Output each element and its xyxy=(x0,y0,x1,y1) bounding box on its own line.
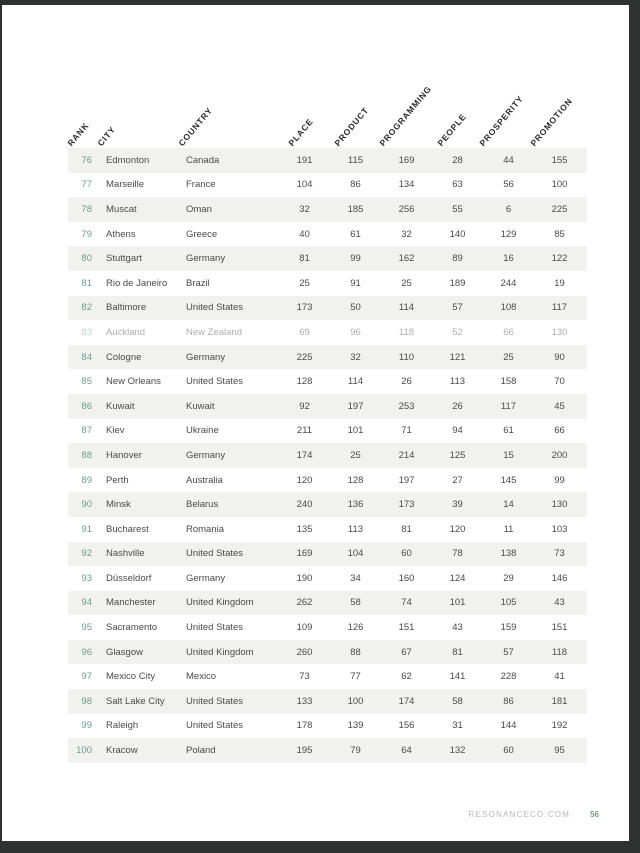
prosperity-cell: 105 xyxy=(500,597,517,609)
rank-cell: 83 xyxy=(81,326,92,338)
product-cell: 101 xyxy=(347,425,364,437)
product-cell: 91 xyxy=(350,277,361,289)
table-row xyxy=(68,640,587,665)
place-cell: 104 xyxy=(296,179,313,191)
country-cell: Poland xyxy=(186,745,216,757)
product-cell: 114 xyxy=(347,376,364,388)
place-cell: 32 xyxy=(299,203,310,215)
rank-cell: 77 xyxy=(81,179,92,191)
table-row xyxy=(68,566,587,591)
table-row xyxy=(68,296,587,321)
column-header-country: COUNTRY xyxy=(176,105,215,148)
table-row xyxy=(68,542,587,567)
prosperity-cell: 11 xyxy=(503,523,514,535)
promotion-cell: 90 xyxy=(554,351,565,363)
product-cell: 77 xyxy=(350,671,361,683)
place-cell: 135 xyxy=(296,523,313,535)
promotion-cell: 117 xyxy=(551,302,568,314)
country-cell: Germany xyxy=(186,572,226,584)
programming-cell: 32 xyxy=(401,228,412,240)
promotion-cell: 41 xyxy=(554,671,565,683)
place-cell: 133 xyxy=(296,695,313,707)
promotion-cell: 192 xyxy=(551,720,568,732)
place-cell: 109 xyxy=(296,622,313,634)
city-cell: Raleigh xyxy=(106,720,139,732)
rank-cell: 84 xyxy=(81,351,92,363)
promotion-cell: 66 xyxy=(554,425,565,437)
prosperity-cell: 86 xyxy=(503,695,514,707)
product-cell: 58 xyxy=(350,597,361,609)
people-cell: 43 xyxy=(452,622,463,634)
country-cell: United States xyxy=(186,376,244,388)
country-cell: Romania xyxy=(186,523,225,535)
place-cell: 69 xyxy=(299,326,310,338)
people-cell: 120 xyxy=(449,523,466,535)
city-cell: Sacramento xyxy=(106,622,158,634)
country-cell: Belarus xyxy=(186,499,219,511)
rank-cell: 90 xyxy=(81,499,92,511)
table-row xyxy=(68,148,587,173)
rank-cell: 93 xyxy=(81,572,92,584)
column-header-programming: PROGRAMMING xyxy=(377,83,434,148)
people-cell: 55 xyxy=(452,203,463,215)
table-row xyxy=(68,591,587,616)
country-cell: United States xyxy=(186,622,244,634)
programming-cell: 25 xyxy=(401,277,412,289)
city-cell: Manchester xyxy=(106,597,156,609)
promotion-cell: 70 xyxy=(554,376,565,388)
promotion-cell: 95 xyxy=(554,745,565,757)
country-cell: Kuwait xyxy=(186,400,215,412)
people-cell: 39 xyxy=(452,499,463,511)
product-cell: 104 xyxy=(347,548,364,560)
table-row xyxy=(68,197,587,222)
rank-cell: 79 xyxy=(81,228,92,240)
rank-cell: 100 xyxy=(76,745,92,757)
city-cell: Kiev xyxy=(106,425,125,437)
product-cell: 32 xyxy=(350,351,361,363)
city-cell: Kracow xyxy=(106,745,138,757)
people-cell: 27 xyxy=(452,474,463,486)
people-cell: 58 xyxy=(452,695,463,707)
place-cell: 240 xyxy=(296,499,313,511)
people-cell: 125 xyxy=(449,449,466,461)
country-cell: Greece xyxy=(186,228,218,240)
product-cell: 61 xyxy=(350,228,361,240)
table-row xyxy=(68,345,587,370)
product-cell: 126 xyxy=(347,622,364,634)
country-cell: Brazil xyxy=(186,277,210,289)
programming-cell: 26 xyxy=(401,376,412,388)
city-cell: Kuwait xyxy=(106,400,135,412)
programming-cell: 156 xyxy=(398,720,415,732)
programming-cell: 67 xyxy=(401,646,412,658)
prosperity-cell: 60 xyxy=(503,745,514,757)
product-cell: 99 xyxy=(350,253,361,265)
prosperity-cell: 57 xyxy=(503,646,514,658)
country-cell: New Zealand xyxy=(186,326,242,338)
prosperity-cell: 108 xyxy=(500,302,517,314)
rank-cell: 97 xyxy=(81,671,92,683)
prosperity-cell: 25 xyxy=(503,351,514,363)
page-footer xyxy=(469,810,599,819)
programming-cell: 253 xyxy=(398,400,415,412)
product-cell: 185 xyxy=(347,203,364,215)
table-row xyxy=(68,714,587,739)
promotion-cell: 122 xyxy=(551,253,568,265)
country-cell: Germany xyxy=(186,351,226,363)
programming-cell: 214 xyxy=(398,449,415,461)
promotion-cell: 130 xyxy=(551,499,568,511)
table-row xyxy=(68,738,587,763)
country-cell: Ukraine xyxy=(186,425,219,437)
promotion-cell: 118 xyxy=(551,646,568,658)
programming-cell: 174 xyxy=(398,695,415,707)
people-cell: 113 xyxy=(449,376,466,388)
place-cell: 128 xyxy=(296,376,313,388)
prosperity-cell: 66 xyxy=(503,326,514,338)
people-cell: 101 xyxy=(449,597,466,609)
prosperity-cell: 129 xyxy=(500,228,517,240)
rank-cell: 96 xyxy=(81,646,92,658)
programming-cell: 74 xyxy=(401,597,412,609)
people-cell: 140 xyxy=(449,228,466,240)
rank-cell: 85 xyxy=(81,376,92,388)
city-cell: Nashville xyxy=(106,548,145,560)
place-cell: 262 xyxy=(296,597,313,609)
promotion-cell: 73 xyxy=(554,548,565,560)
promotion-cell: 130 xyxy=(551,326,568,338)
table-row xyxy=(68,173,587,198)
prosperity-cell: 14 xyxy=(503,499,514,511)
city-cell: Perth xyxy=(106,474,129,486)
column-header-people: PEOPLE xyxy=(435,111,469,148)
prosperity-cell: 138 xyxy=(500,548,517,560)
place-cell: 191 xyxy=(296,154,313,166)
city-cell: Marseille xyxy=(106,179,145,191)
city-cell: Hanover xyxy=(106,449,142,461)
table-row xyxy=(68,615,587,640)
country-cell: Germany xyxy=(186,253,226,265)
promotion-cell: 99 xyxy=(554,474,565,486)
promotion-cell: 151 xyxy=(551,622,568,634)
programming-cell: 197 xyxy=(398,474,415,486)
city-cell: Mexico City xyxy=(106,671,156,683)
rank-cell: 88 xyxy=(81,449,92,461)
rank-cell: 78 xyxy=(81,203,92,215)
product-cell: 96 xyxy=(350,326,361,338)
city-cell: Salt Lake City xyxy=(106,695,165,707)
city-cell: Stuttgart xyxy=(106,253,142,265)
people-cell: 81 xyxy=(452,646,463,658)
people-cell: 78 xyxy=(452,548,463,560)
product-cell: 115 xyxy=(347,154,364,166)
country-cell: United Kingdom xyxy=(186,646,254,658)
table-row xyxy=(68,222,587,247)
place-cell: 81 xyxy=(299,253,310,265)
people-cell: 124 xyxy=(449,572,466,584)
table-row xyxy=(68,517,587,542)
prosperity-cell: 117 xyxy=(500,400,517,412)
programming-cell: 173 xyxy=(398,499,415,511)
people-cell: 57 xyxy=(452,302,463,314)
programming-cell: 64 xyxy=(401,745,412,757)
table-row xyxy=(68,369,587,394)
rank-cell: 98 xyxy=(81,695,92,707)
column-header-product: PRODUCT xyxy=(332,105,371,148)
promotion-cell: 100 xyxy=(551,179,568,191)
footer-page-number: 56 xyxy=(590,810,599,819)
promotion-cell: 45 xyxy=(554,400,565,412)
rank-cell: 95 xyxy=(81,622,92,634)
country-cell: United Kingdom xyxy=(186,597,254,609)
prosperity-cell: 228 xyxy=(500,671,517,683)
people-cell: 63 xyxy=(452,179,463,191)
column-header-city: CITY xyxy=(95,124,118,148)
promotion-cell: 200 xyxy=(551,449,568,461)
programming-cell: 118 xyxy=(398,326,415,338)
programming-cell: 71 xyxy=(401,425,412,437)
column-header-promotion: PROMOTION xyxy=(528,95,575,148)
people-cell: 52 xyxy=(452,326,463,338)
country-cell: Canada xyxy=(186,154,220,166)
rank-cell: 86 xyxy=(81,400,92,412)
city-cell: Auckland xyxy=(106,326,146,338)
rank-cell: 99 xyxy=(81,720,92,732)
promotion-cell: 19 xyxy=(554,277,565,289)
people-cell: 28 xyxy=(452,154,463,166)
table-row xyxy=(68,246,587,271)
promotion-cell: 43 xyxy=(554,597,565,609)
product-cell: 34 xyxy=(350,572,361,584)
programming-cell: 114 xyxy=(398,302,415,314)
promotion-cell: 103 xyxy=(551,523,568,535)
rank-cell: 89 xyxy=(81,474,92,486)
city-cell: Baltimore xyxy=(106,302,147,314)
city-cell: Düsseldorf xyxy=(106,572,152,584)
rank-cell: 91 xyxy=(81,523,92,535)
city-ranking-table xyxy=(2,148,629,763)
product-cell: 25 xyxy=(350,449,361,461)
programming-cell: 81 xyxy=(401,523,412,535)
prosperity-cell: 61 xyxy=(503,425,514,437)
rank-cell: 82 xyxy=(81,302,92,314)
city-cell: Cologne xyxy=(106,351,142,363)
place-cell: 260 xyxy=(296,646,313,658)
country-cell: Mexico xyxy=(186,671,217,683)
table-row xyxy=(68,320,587,345)
footer-website: RESONANCECO.COM xyxy=(468,810,571,819)
people-cell: 31 xyxy=(452,720,463,732)
promotion-cell: 225 xyxy=(551,203,568,215)
prosperity-cell: 15 xyxy=(503,449,514,461)
place-cell: 40 xyxy=(299,228,310,240)
product-cell: 88 xyxy=(350,646,361,658)
promotion-cell: 85 xyxy=(554,228,565,240)
prosperity-cell: 44 xyxy=(503,154,514,166)
table-row xyxy=(68,468,587,493)
rank-cell: 80 xyxy=(81,253,92,265)
rank-cell: 87 xyxy=(81,425,92,437)
programming-cell: 256 xyxy=(398,203,415,215)
rank-cell: 94 xyxy=(81,597,92,609)
product-cell: 100 xyxy=(347,695,364,707)
place-cell: 225 xyxy=(296,351,313,363)
country-cell: United States xyxy=(186,302,244,314)
column-header-place: PLACE xyxy=(286,116,316,148)
promotion-cell: 181 xyxy=(551,695,568,707)
prosperity-cell: 145 xyxy=(500,474,517,486)
place-cell: 120 xyxy=(296,474,313,486)
product-cell: 139 xyxy=(347,720,364,732)
programming-cell: 110 xyxy=(398,351,415,363)
programming-cell: 162 xyxy=(398,253,415,265)
product-cell: 113 xyxy=(347,523,364,535)
promotion-cell: 155 xyxy=(551,154,568,166)
prosperity-cell: 56 xyxy=(503,179,514,191)
city-cell: Minsk xyxy=(106,499,131,511)
programming-cell: 160 xyxy=(398,572,415,584)
people-cell: 141 xyxy=(449,671,466,683)
place-cell: 25 xyxy=(299,277,310,289)
people-cell: 26 xyxy=(452,400,463,412)
prosperity-cell: 244 xyxy=(500,277,517,289)
column-header-prosperity: PROSPERITY xyxy=(477,93,526,148)
people-cell: 94 xyxy=(452,425,463,437)
programming-cell: 151 xyxy=(398,622,415,634)
product-cell: 79 xyxy=(350,745,361,757)
prosperity-cell: 158 xyxy=(500,376,517,388)
programming-cell: 60 xyxy=(401,548,412,560)
place-cell: 211 xyxy=(296,425,313,437)
table-row xyxy=(68,394,587,419)
promotion-cell: 146 xyxy=(551,572,568,584)
people-cell: 121 xyxy=(449,351,466,363)
city-cell: Edmonton xyxy=(106,154,150,166)
country-cell: United States xyxy=(186,720,244,732)
prosperity-cell: 6 xyxy=(505,203,512,215)
programming-cell: 134 xyxy=(398,179,415,191)
place-cell: 195 xyxy=(296,745,313,757)
column-header-rank: RANK xyxy=(65,120,91,148)
prosperity-cell: 144 xyxy=(500,720,517,732)
rank-cell: 76 xyxy=(81,154,92,166)
people-cell: 132 xyxy=(449,745,466,757)
product-cell: 128 xyxy=(347,474,364,486)
table-row xyxy=(68,419,587,444)
city-cell: Bucharest xyxy=(106,523,149,535)
city-cell: Rio de Janeiro xyxy=(106,277,168,289)
place-cell: 169 xyxy=(296,548,313,560)
country-cell: Oman xyxy=(186,203,212,215)
city-cell: Athens xyxy=(106,228,136,240)
product-cell: 197 xyxy=(347,400,364,412)
city-cell: Glasgow xyxy=(106,646,143,658)
table-row xyxy=(68,689,587,714)
place-cell: 173 xyxy=(296,302,313,314)
place-cell: 178 xyxy=(296,720,313,732)
country-cell: United States xyxy=(186,548,244,560)
country-cell: France xyxy=(186,179,216,191)
place-cell: 73 xyxy=(299,671,310,683)
prosperity-cell: 16 xyxy=(503,253,514,265)
people-cell: 89 xyxy=(452,253,463,265)
report-page xyxy=(2,5,629,841)
rank-cell: 92 xyxy=(81,548,92,560)
table-row xyxy=(68,492,587,517)
table-row xyxy=(68,443,587,468)
place-cell: 190 xyxy=(296,572,313,584)
country-cell: Australia xyxy=(186,474,223,486)
table-column-headers xyxy=(2,5,629,148)
prosperity-cell: 29 xyxy=(503,572,514,584)
city-cell: New Orleans xyxy=(106,376,161,388)
table-row xyxy=(68,271,587,296)
city-cell: Muscat xyxy=(106,203,137,215)
place-cell: 92 xyxy=(299,400,310,412)
programming-cell: 169 xyxy=(398,154,415,166)
prosperity-cell: 159 xyxy=(500,622,517,634)
country-cell: United States xyxy=(186,695,244,707)
programming-cell: 62 xyxy=(401,671,412,683)
people-cell: 189 xyxy=(449,277,466,289)
product-cell: 50 xyxy=(350,302,361,314)
product-cell: 136 xyxy=(347,499,364,511)
place-cell: 174 xyxy=(296,449,313,461)
product-cell: 86 xyxy=(350,179,361,191)
country-cell: Germany xyxy=(186,449,226,461)
rank-cell: 81 xyxy=(81,277,92,289)
table-row xyxy=(68,664,587,689)
